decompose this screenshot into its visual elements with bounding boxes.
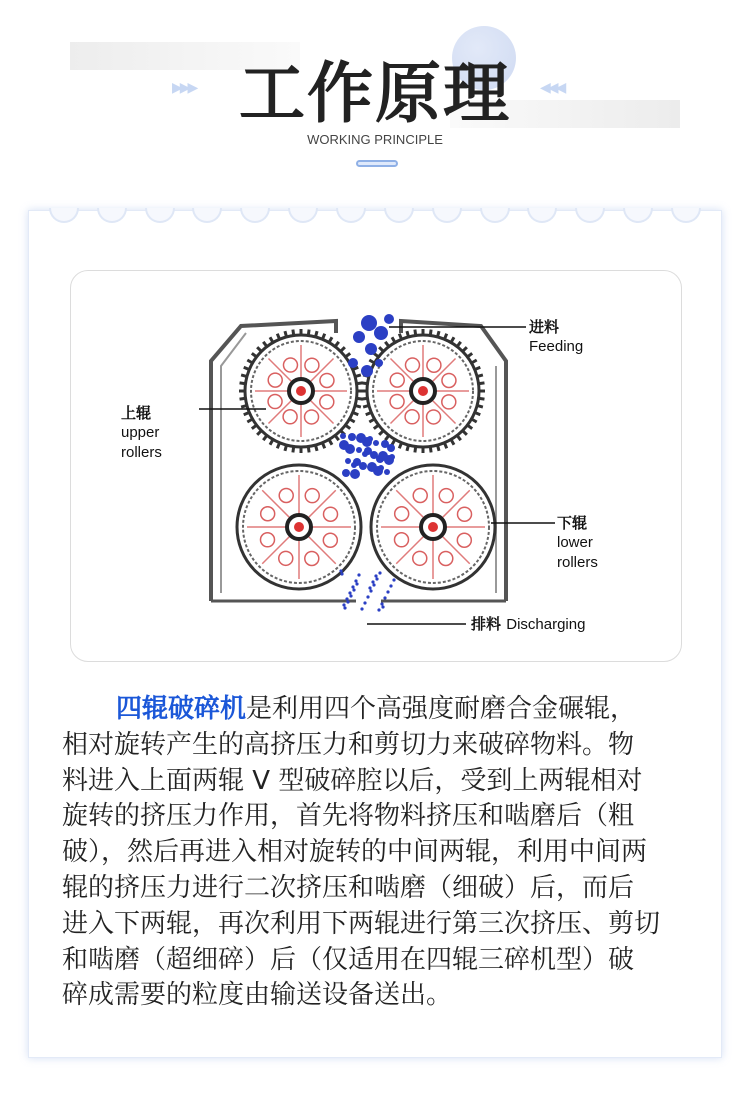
crushed-particle bbox=[381, 440, 389, 448]
fine-particle bbox=[389, 584, 392, 587]
crushed-particle bbox=[348, 433, 356, 441]
crushed-particle bbox=[367, 462, 377, 472]
roller-axle bbox=[418, 386, 428, 396]
crushed-particle bbox=[378, 451, 388, 461]
crushed-particle bbox=[345, 458, 351, 464]
fine-particle bbox=[366, 595, 369, 598]
fine-particle bbox=[374, 574, 377, 577]
fine-particle bbox=[352, 588, 355, 591]
roller-crusher-diagram bbox=[70, 270, 682, 662]
roller-axle bbox=[294, 522, 304, 532]
fine-particle bbox=[378, 571, 381, 574]
crushed-particle bbox=[340, 433, 346, 439]
fine-particle bbox=[346, 600, 349, 603]
crushed-particle bbox=[356, 447, 362, 453]
fine-particle bbox=[381, 605, 384, 608]
crushed-particle bbox=[384, 469, 390, 475]
crushed-particle bbox=[339, 440, 349, 450]
fine-particle bbox=[386, 590, 389, 593]
text-line: 四辊破碎机是利用四个高强度耐磨合金碾辊， bbox=[116, 694, 637, 724]
fine-particle bbox=[380, 602, 383, 605]
fine-particle bbox=[383, 596, 386, 599]
fine-particle bbox=[343, 606, 346, 609]
feed-particle bbox=[353, 331, 365, 343]
feed-particle bbox=[348, 358, 358, 368]
roller-axle bbox=[296, 386, 306, 396]
fine-particle bbox=[392, 578, 395, 581]
crusher-schematic bbox=[71, 271, 682, 662]
fine-particle bbox=[340, 572, 343, 575]
fine-particle bbox=[375, 577, 378, 580]
fine-particle bbox=[349, 594, 352, 597]
feed-particle bbox=[361, 365, 373, 377]
crushed-particle bbox=[350, 469, 360, 479]
description-text bbox=[62, 692, 702, 1014]
fine-particle bbox=[339, 569, 342, 572]
section-subtitle: WORKING PRINCIPLE bbox=[307, 132, 443, 147]
text-line: 和啮磨（超细碎）后（仅适用在四辊三碎机型）破 bbox=[62, 944, 635, 975]
fine-particle bbox=[372, 583, 375, 586]
product-name: 四辊破碎机 bbox=[116, 694, 247, 724]
fine-particle bbox=[368, 586, 371, 589]
text-line: 辊的挤压力进行二次挤压和啮磨（细破）后，而后 bbox=[62, 872, 635, 903]
feed-particle bbox=[375, 359, 383, 367]
fine-particle bbox=[351, 585, 354, 588]
fine-particle bbox=[360, 607, 363, 610]
label-discharging: 排料 Discharging bbox=[471, 615, 586, 633]
crushed-particle bbox=[364, 447, 372, 455]
text-line: 进入下两辊，再次利用下两辊进行第三次挤压、剪切 bbox=[62, 908, 661, 939]
text-line: 相对旋转产生的高挤压力和剪切力来破碎物料。物 bbox=[62, 729, 635, 760]
fine-particle bbox=[348, 591, 351, 594]
crushed-particle bbox=[342, 469, 350, 477]
label-feeding: 进料 Feeding bbox=[529, 318, 584, 355]
fine-particle bbox=[342, 603, 345, 606]
feed-particle bbox=[365, 343, 377, 355]
arrows-left-icon: ◀◀◀ bbox=[540, 80, 564, 96]
fine-particle bbox=[345, 597, 348, 600]
crushed-particle bbox=[353, 458, 361, 466]
title-underline bbox=[356, 160, 398, 167]
text-line: 破），然后再进入相对旋转的中间两辊，利用中间两 bbox=[62, 837, 648, 868]
label-lower-rollers: 下辊 lower rollers bbox=[557, 514, 598, 571]
arrows-right-icon: ▶▶▶ bbox=[172, 80, 196, 96]
text-line: 旋转的挤压力作用，首先将物料挤压和啮磨后（粗 bbox=[62, 801, 635, 832]
fine-particle bbox=[377, 608, 380, 611]
section-title: 工作原理 bbox=[239, 55, 511, 132]
label-upper-rollers: 上辊 upper rollers bbox=[121, 404, 162, 461]
roller-axle bbox=[428, 522, 438, 532]
text-line: 碎成需要的粒度由输送设备送出。 bbox=[62, 980, 453, 1011]
crushed-particle bbox=[373, 440, 379, 446]
crushed-particle bbox=[378, 465, 384, 471]
fine-particle bbox=[357, 573, 360, 576]
crushed-particle bbox=[367, 436, 373, 442]
fine-particle bbox=[363, 601, 366, 604]
feed-particle bbox=[361, 315, 377, 331]
feed-particle bbox=[374, 326, 388, 340]
fine-particle bbox=[354, 579, 357, 582]
scallop-border bbox=[28, 208, 722, 228]
fine-particle bbox=[371, 580, 374, 583]
text-line: 料进入上面两辊 V 型破碎腔以后，受到上两辊相对 bbox=[62, 765, 643, 796]
fine-particle bbox=[369, 589, 372, 592]
feed-particle bbox=[384, 314, 394, 324]
crushed-particle bbox=[389, 454, 395, 460]
fine-particle bbox=[355, 582, 358, 585]
crushed-particle bbox=[356, 433, 366, 443]
